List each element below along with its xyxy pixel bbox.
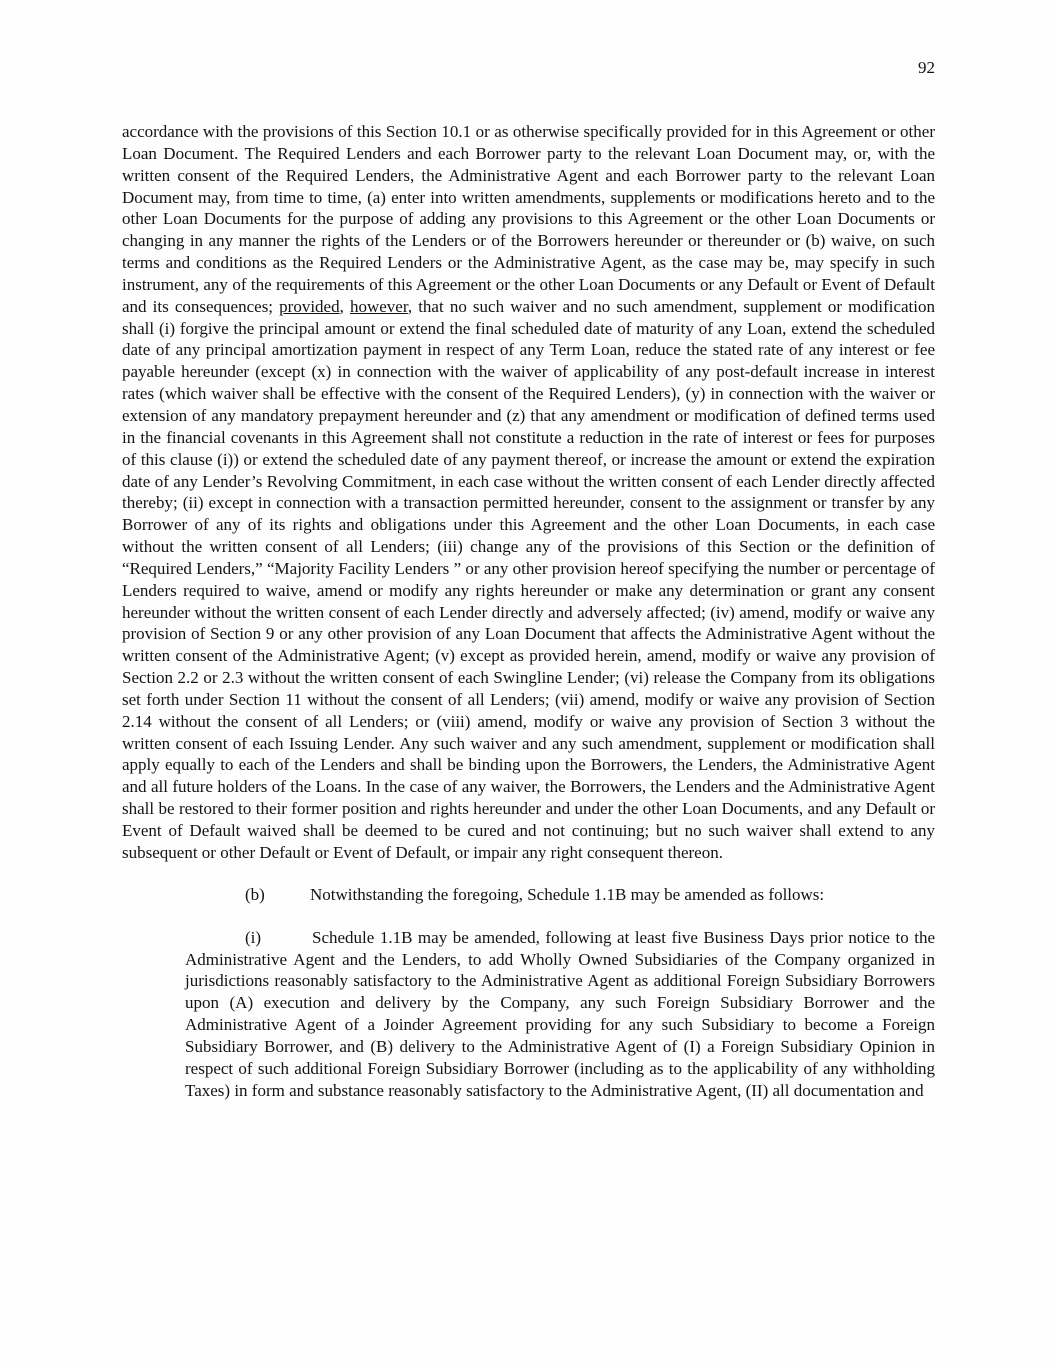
page-number: 92 [918, 58, 935, 77]
page-content [122, 121, 935, 1102]
underlined-term: however [349, 296, 408, 316]
clause-b-marker: (b) [245, 884, 265, 904]
text-segment: accordance with the provisions of this Section 10.1 or as otherwise specifically provided for in this Agreement or other Loan Document. The Required Lenders and each Borrower party to the relevant Loan Document may, or, with the written consent of the Required Lenders, the Administrative Agent and each Borrower party to the relevant Loan Document may, from time to time, (a) enter into written amendments, supplements or modifications hereto and to the other Loan Documents for the purpose of adding any provisions to this Agreement or the other Loan Documents or changing in any manner the rights of the Lenders or of the Borrowers hereunder or thereunder or (b) waive, on such terms and conditions as the Required Lenders or the Administrative Agent, as the case may be, may specify in such instrument, any of the requirements of this Agreement or the other Loan Documents or any Default or Event of Default and its consequences; [122, 122, 935, 316]
text-segment: , [339, 296, 350, 316]
text-segment: , that no such waiver and no such amendment, supplement or modification shall (i) forgive the principal amount or extend the final scheduled date of maturity of any Loan, extend the scheduled date of any principal amortization payment in respect of any Term Loan, reduce the stated rate of any interest or fee payable hereunder (except (x) in connection with the waiver of applicability of any post-default increase in interest rates (which waiver shall be effective with the consent of the Required Lenders), (y) in connection with the waiver or extension of any mandatory prepayment hereunder and (z) that any amendment or modification of defined terms used in the financial covenants in this Agreement shall not constitute a reduction in the rate of interest or fees for purposes of this clause (i)) or extend the scheduled date of any payment thereof, or increase the amount or extend the expiration date of any Lender’s Revolving Commitment, in each case without the written consent of each Lender directly affected thereby; (ii) except in connection with a transaction permitted hereunder, consent to the assignment or transfer by any Borrower of any of its rights and obligations under this Agreement and the other Loan Documents, in each case without the written consent of all Lenders; (iii) change any of the provisions of this Section or the definition of “Required Lenders,” “Majority Facility Lenders ” or any other provision hereof specifying the number or percentage of Lenders required to waive, amend or modify any rights hereunder or make any determination or grant any consent hereunder without the written consent of each Lender directly and adversely affected; (iv) amend, modify or waive any provision of Section 9 or any other provision of any Loan Document that affects the Administrative Agent without the written consent of the Administrative Agent; (v) except as provided herein, amend, modify or waive any provision of Section 2.2 or 2.3 without the written consent of each Swingline Lender; (vi) release the Company from its obligations set forth under Section 11 without the consent of all Lenders; (vii) amend, modify or waive any provision of Section 2.14 without the consent of all Lenders; or (viii) amend, modify or waive any provision of Section 3 without the written consent of each Issuing Lender. Any such waiver and any such amendment, supplement or modification shall apply equally to each of the Lenders and shall be binding upon the Borrowers, the Lenders, the Administrative Agent and all future holders of the Loans. In the case of any waiver, the Borrowers, the Lenders and the Administrative Agent shall be restored to their former position and rights hereunder and under the other Loan Documents, and any Default or Event of Default waived shall be deemed to be cured and not continuing; but no such waiver shall extend to any subsequent or other Default or Event of Default, or impair any right consequent thereon. [122, 296, 935, 862]
underlined-term: provided [279, 296, 340, 316]
clause-b-paragraph [122, 884, 935, 906]
clause-i-text: Schedule 1.1B may be amended, following at least five Business Days prior notice to the Administrative Agent and the Lenders, to add Wholly Owned Subsidiaries of the Company organized in jurisdictions reasonably satisfactory to the Administrative Agent as additional Foreign Subsidiary Borrowers upon (A) execution and delivery by the Company, any such Foreign Subsidiary Borrower and the Administrative Agent of a Joinder Agreement providing for any such Subsidiary to become a Foreign Subsidiary Borrower, and (B) delivery to the Administrative Agent of (I) a Foreign Subsidiary Opinion in respect of such additional Foreign Subsidiary Borrower (including as to the applicability of any withholding Taxes) in form and substance reasonably satisfactory to the Administrative Agent, (II) all documentation and [185, 927, 935, 1100]
clause-i-marker: (i) [245, 927, 262, 947]
clause-b-text: Notwithstanding the foregoing, Schedule 1.1B may be amended as follows: [310, 884, 825, 904]
clause-i-paragraph [185, 927, 935, 1102]
amendment-waiver-paragraph [122, 121, 935, 864]
